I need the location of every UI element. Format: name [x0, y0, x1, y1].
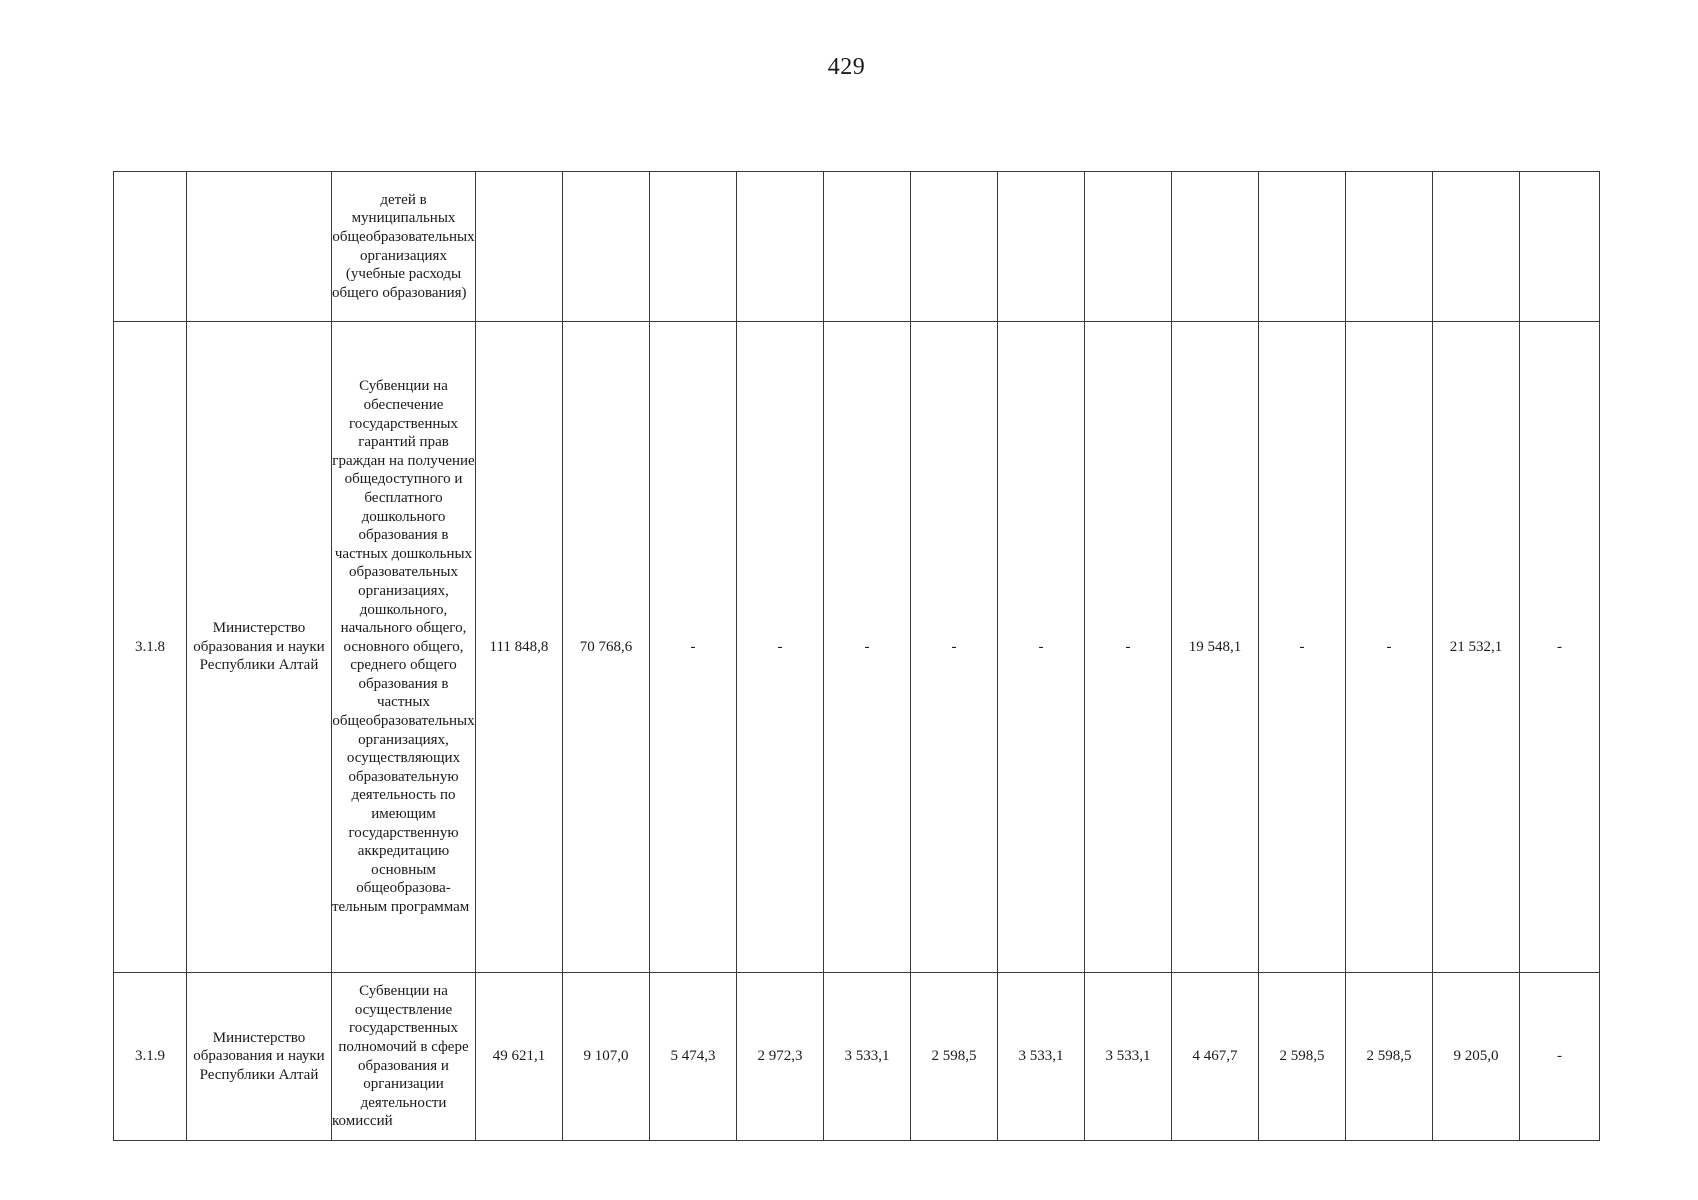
value-cell: 3 533,1	[1085, 973, 1172, 1141]
row-number-cell: 3.1.8	[114, 322, 187, 973]
value-cell: -	[1520, 973, 1600, 1141]
value-cell: 9 205,0	[1433, 973, 1520, 1141]
value-cell	[998, 172, 1085, 322]
executor-cell	[187, 172, 332, 322]
value-cell: -	[911, 322, 998, 973]
value-cell: 3 533,1	[824, 973, 911, 1141]
value-cell: 5 474,3	[650, 973, 737, 1141]
value-cell: -	[1085, 322, 1172, 973]
value-cell: 21 532,1	[1433, 322, 1520, 973]
value-cell	[1433, 172, 1520, 322]
value-cell: 2 598,5	[911, 973, 998, 1141]
measure-name-cell: детей в муниципальных общеобразовательных организациях (учебные расходы общего образования)	[332, 172, 476, 322]
value-cell: 9 107,0	[563, 973, 650, 1141]
value-cell	[563, 172, 650, 322]
value-cell	[1520, 172, 1600, 322]
measure-name-cell: Субвенции на обеспечение государственных гарантий прав граждан на получение общедоступного и бесплатного дошкольного образования в частных дошкольных образовательных организациях, дошкольного, начального общего, основного общего, среднего общего образования в частных общеобразовательных организациях, осуществляющих образовательную деятельность по имеющим государственную аккредитацию основным общеобразовательным программам	[332, 322, 476, 973]
executor-cell: Министерство образования и науки Республики Алтай	[187, 973, 332, 1141]
value-cell: 2 972,3	[737, 973, 824, 1141]
value-cell	[476, 172, 563, 322]
value-cell	[1346, 172, 1433, 322]
value-cell	[824, 172, 911, 322]
row-number-cell: 3.1.9	[114, 973, 187, 1141]
value-cell: 70 768,6	[563, 322, 650, 973]
value-cell	[911, 172, 998, 322]
executor-cell: Министерство образования и науки Республики Алтай	[187, 322, 332, 973]
value-cell: -	[1346, 322, 1433, 973]
value-cell: 19 548,1	[1172, 322, 1259, 973]
value-cell	[1085, 172, 1172, 322]
value-cell: -	[1520, 322, 1600, 973]
measure-name-cell: Субвенции на осуществление государственных полномочий в сфере образования и организации деятельности комиссий	[332, 973, 476, 1141]
value-cell: 111 848,8	[476, 322, 563, 973]
value-cell: -	[650, 322, 737, 973]
value-cell: 4 467,7	[1172, 973, 1259, 1141]
value-cell: 49 621,1	[476, 973, 563, 1141]
value-cell: -	[998, 322, 1085, 973]
value-cell: 2 598,5	[1346, 973, 1433, 1141]
value-cell: 3 533,1	[998, 973, 1085, 1141]
value-cell: 2 598,5	[1259, 973, 1346, 1141]
value-cell	[650, 172, 737, 322]
table-row	[114, 172, 1600, 322]
row-number-cell	[114, 172, 187, 322]
value-cell: -	[1259, 322, 1346, 973]
budget-table	[113, 171, 1600, 1141]
page-number: 429	[827, 54, 866, 80]
table-row	[114, 322, 1600, 973]
table-row	[114, 973, 1600, 1141]
value-cell	[1172, 172, 1259, 322]
value-cell	[737, 172, 824, 322]
value-cell	[1259, 172, 1346, 322]
value-cell: -	[737, 322, 824, 973]
value-cell: -	[824, 322, 911, 973]
